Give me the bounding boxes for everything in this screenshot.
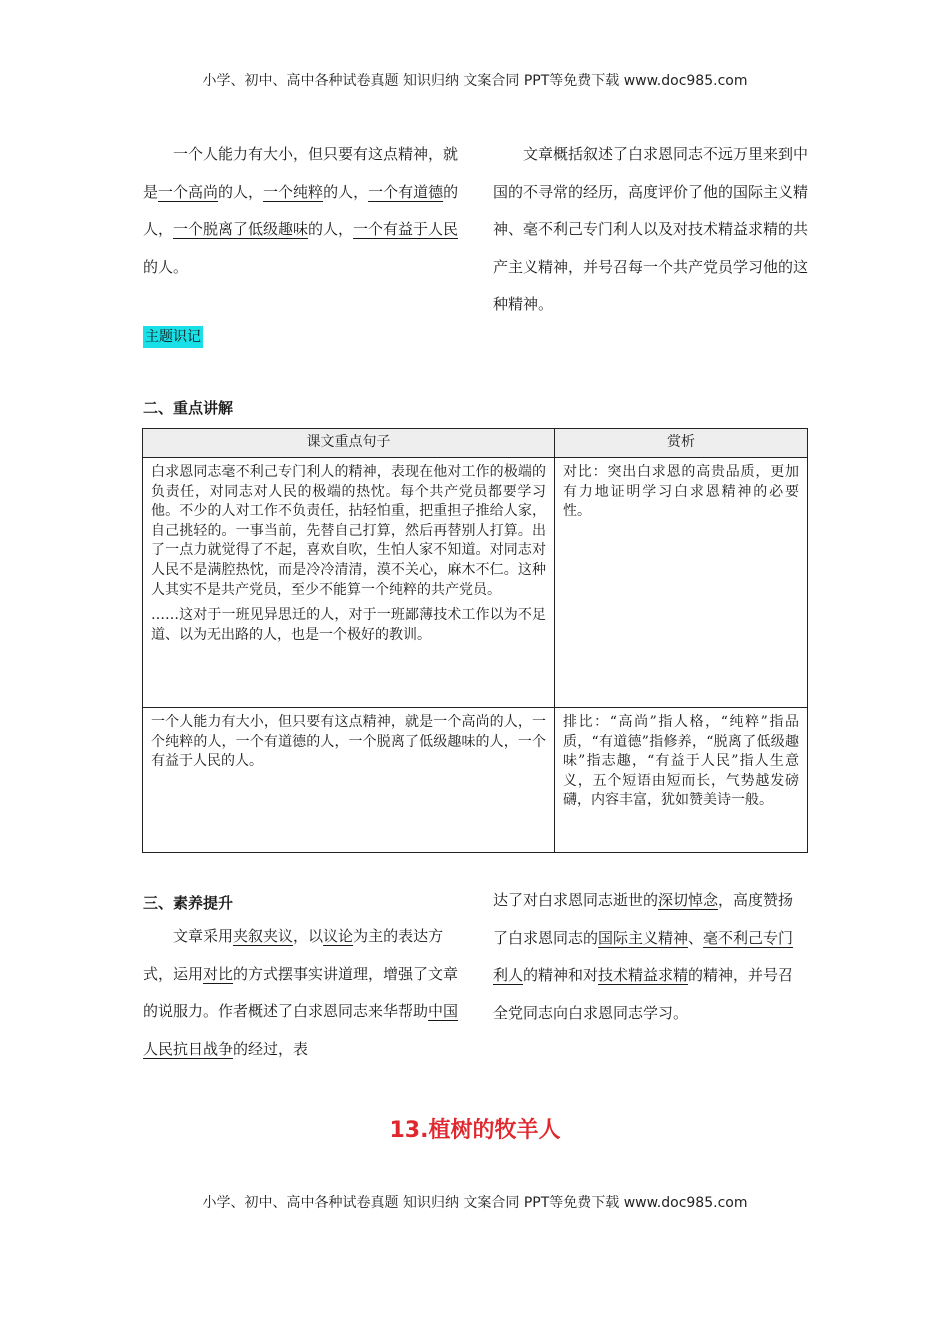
section3-right-paragraph: 达了对白求恩同志逝世的深切悼念，高度赞扬了白求恩同志的国际主义精神、毫不利己专门利人的精神和对技术精益求精的精神，并号召全党同志向白求恩同志学习。 [493, 891, 794, 1022]
table-header-appreciation: 赏析 [555, 429, 808, 458]
theme-badge: 主题识记 [143, 326, 203, 348]
key-sentences-table [142, 428, 808, 853]
table-row [143, 708, 808, 853]
section3-left-paragraph: 文章采用夹叙夹议，以议论为主的表达方式，运用对比的方式摆事实讲道理，增强了文章的说服力。作者概述了白求恩同志来华帮助中国人民抗日战争的经过，表 [143, 927, 459, 1058]
table-row [143, 458, 808, 708]
page-header: 小学、初中、高中各种试卷真题 知识归纳 文案合同 PPT等免费下载 www.doc985.com [202, 73, 748, 89]
appreciation-cell: 对比：突出白求恩的高贵品质，更加有力地证明学习白求恩精神的必要性。 [555, 458, 808, 708]
page-footer: 小学、初中、高中各种试卷真题 知识归纳 文案合同 PPT等免费下载 www.doc985.com [202, 1195, 748, 1211]
top-right-paragraph: 文章概括叙述了白求恩同志不远万里来到中国的不寻常的经历，高度评价了他的国际主义精神、毫不利己专门利人以及对技术精益求精的共产主义精神，并号召每一个共产党员学习他的这种精神。 [493, 145, 809, 313]
sentence-cell: 白求恩同志毫不利己专门利人的精神，表现在他对工作的极端的负责任，对同志对人民的极端的热忱。每个共产党员都要学习他。不少的人对工作不负责任，拈轻怕重，把重担子推给人家，自己挑轻的。一事当前，先替自己打算，然后再替别人打算。出了一点力就觉得了不起，喜欢自吹，生怕人家不知道。对同志对人民不是满腔热忱，而是冷冷清清，漠不关心，麻木不仁。这种人其实不是共产党员，至少不能算一个纯粹的共产党员。 ……这对于一班见异思迁的人，对于一班鄙薄技术工作以为不足道、以为无出路的人，也是一个极好的教训。 [143, 458, 555, 708]
next-lesson-title: 13.植树的牧羊人 [389, 1118, 561, 1143]
top-left-paragraph: 一个人能力有大小，但只要有这点精神，就是一个高尚的人，一个纯粹的人，一个有道德的人，一个脱离了低级趣味的人，一个有益于人民的人。 [143, 145, 459, 276]
section3-heading: 三、素养提升 [143, 894, 234, 912]
table-header-sentences: 课文重点句子 [143, 429, 555, 458]
appreciation-cell: 排比：“高尚”指人格，“纯粹”指品质，“有道德”指修养，“脱离了低级趣味”指志趣，“有益于人民”指人生意义，五个短语由短而长，气势越发磅礴，内容丰富，犹如赞美诗一般。 [555, 708, 808, 853]
sentence-cell: 一个人能力有大小，但只要有这点精神，就是一个高尚的人，一个纯粹的人，一个有道德的人，一个脱离了低级趣味的人，一个有益于人民的人。 [143, 708, 555, 853]
section2-heading: 二、重点讲解 [143, 399, 234, 417]
